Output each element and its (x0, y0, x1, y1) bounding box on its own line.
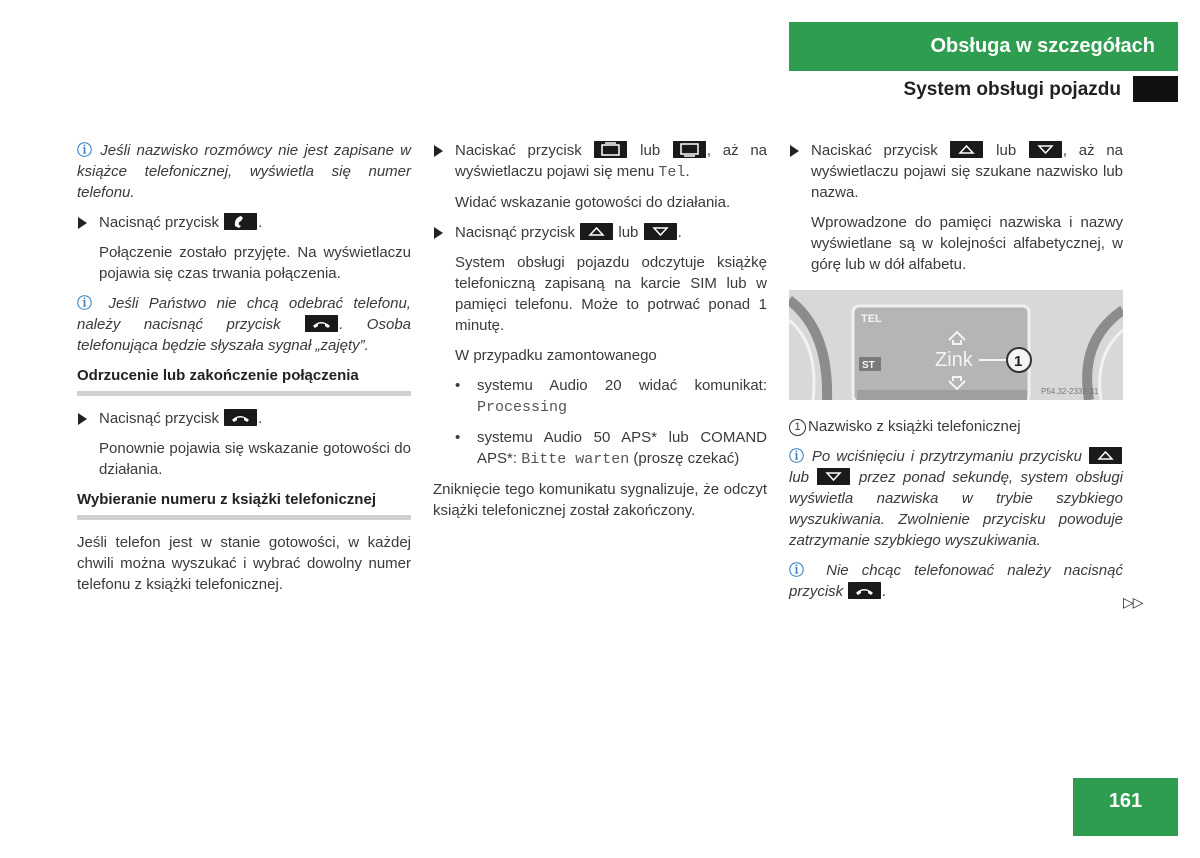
up-arrow-icon (1089, 447, 1122, 464)
continue-marker: ▷▷ (1123, 594, 1143, 610)
phone-end-icon (305, 315, 338, 332)
tab-marker (1133, 76, 1178, 102)
callout-number: 1 (789, 419, 806, 436)
step-arrow-icon (790, 145, 799, 157)
info-icon: ⓘ (77, 295, 99, 312)
up-arrow-icon (580, 223, 613, 240)
list-item: • systemu Audio 50 APS* lub COMAND APS*: Bitte warten (proszę czekać) (455, 429, 767, 468)
section-heading: Wybieranie numeru z książki telefonicznej (77, 489, 411, 520)
instrument-display-figure (789, 290, 1123, 400)
list-item: • systemu Audio 20 widać komunikat: Processing (455, 377, 767, 416)
info-icon: ⓘ (789, 562, 813, 579)
phone-end-icon (224, 409, 257, 426)
step: Naciskać przycisk lub , aż na wyświetlaczu pojawi się szukane nazwisko lub nazwa. (789, 140, 1123, 203)
fig-name: Zink (935, 349, 973, 371)
paragraph: Jeśli telefon jest w stanie gotowości, w każdej chwili można wyszukać i wybrać dowolny numer telefonu z książki telefonicznej. (77, 534, 411, 593)
fig-callout-number: 1 (1014, 353, 1023, 370)
up-arrow-icon (950, 141, 983, 158)
menu-next-icon (673, 141, 706, 158)
info-icon: ⓘ (789, 448, 806, 465)
step: Nacisnąć przycisk . (77, 212, 411, 233)
info-icon: ⓘ (77, 142, 95, 159)
step-result: System obsługi pojazdu odczytuje książkę telefoniczną zapisaną na karcie SIM lub w pamięci telefonu. Może to potrwać ponad 1 minutę. (455, 254, 767, 334)
paragraph: W przypadku zamontowanego (455, 347, 657, 364)
paragraph: Wprowadzone do pamięci nazwiska i nazwy wyświetlane są w kolejności alfabetycznej, w górę lub w dół alfabetu. (811, 214, 1123, 273)
subsection-title: System obsługi pojazdu (903, 78, 1121, 100)
step-arrow-icon (78, 413, 87, 425)
step-arrow-icon (78, 217, 87, 229)
down-arrow-icon (644, 223, 677, 240)
down-arrow-icon (1029, 141, 1062, 158)
column-2 (433, 140, 767, 530)
fig-label-st: ST (862, 360, 875, 371)
step: Naciskać przycisk lub , aż na wyświetlaczu pojawi się menu Tel. (433, 140, 767, 183)
step: Nacisnąć przycisk lub . (433, 222, 767, 243)
step-result: Ponownie pojawia się wskazanie gotowości do działania. (99, 440, 411, 478)
column-1 (77, 140, 411, 604)
section-heading: Odrzucenie lub zakończenie połączenia (77, 365, 411, 396)
figure-caption: 1 Nazwisko z książki telefonicznej (789, 416, 1123, 437)
step-arrow-icon (434, 145, 443, 157)
step-result: Widać wskazanie gotowości do działania. (455, 194, 731, 211)
step-arrow-icon (434, 227, 443, 239)
phone-accept-icon (224, 213, 257, 230)
fig-code: P54.32-2332-31 (1041, 387, 1099, 396)
info-note: ⓘ Nie chcąc telefonować należy nacisnąć przycisk . (789, 562, 1123, 600)
paragraph: Zniknięcie tego komunikatu sygnalizuje, że odczyt książki telefonicznej został zakończony. (433, 481, 767, 519)
step-result: Połączenie zostało przyjęte. Na wyświetlaczu pojawia się czas trwania połączenia. (99, 244, 411, 282)
info-note: ⓘ Jeśli nazwisko rozmówcy nie jest zapisane w książce telefonicznej, wyświetla się numer telefonu. (77, 142, 411, 201)
column-3 (789, 140, 1123, 611)
down-arrow-icon (817, 468, 850, 485)
subsection-header (789, 72, 1178, 106)
step: Nacisnąć przycisk . (77, 408, 411, 429)
menu-prev-icon (594, 141, 627, 158)
section-title: Obsługa w szczegółach (789, 22, 1178, 71)
info-note: ⓘ Jeśli Państwo nie chcą odebrać telefonu, należy nacisnąć przycisk . Osoba telefonująca będzie słyszała sygnał „zajęty”. (77, 295, 412, 354)
info-note: ⓘ Po wciśnięciu i przytrzymaniu przycisku lub przez ponad sekundę, system obsługi wyświetla nazwiska w trybie szybkiego wyszukiwania. Zwolnienie przycisku powoduje zatrzymanie szybkiego wyszukiwania. (789, 448, 1124, 549)
page-number: 161 (1073, 778, 1178, 836)
fig-label-tel: TEL (861, 313, 882, 325)
phone-end-icon (848, 582, 881, 599)
